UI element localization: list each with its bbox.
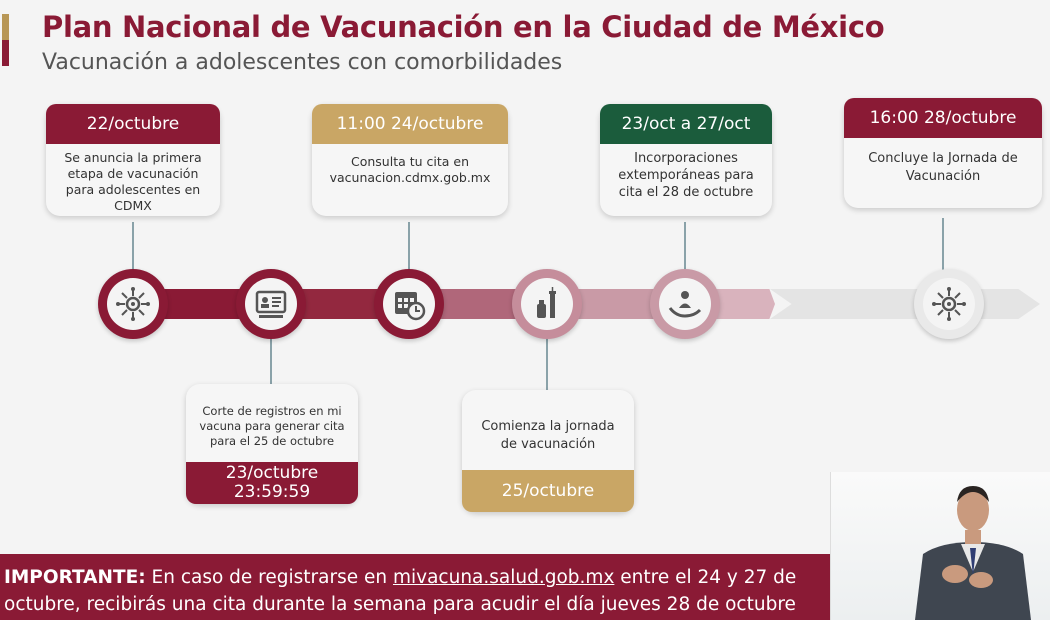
interpreter-figure bbox=[831, 472, 1050, 620]
event-text: Se anuncia la primera etapa de vacunación para adolescentes en CDMX bbox=[64, 150, 202, 213]
event-date: 11:00 24/octubre bbox=[312, 104, 508, 144]
title-accent-bar bbox=[2, 14, 9, 66]
virus-icon bbox=[115, 286, 151, 322]
banner-line-1 bbox=[4, 564, 830, 591]
banner-text: entre el 24 y 27 de bbox=[620, 567, 797, 588]
event-card bbox=[600, 104, 772, 216]
page-title: Plan Nacional de Vacunación en la Ciudad de México bbox=[42, 10, 885, 44]
page-subtitle: Vacunación a adolescentes con comorbilidades bbox=[42, 50, 563, 75]
connector-line bbox=[132, 222, 134, 270]
event-card bbox=[844, 98, 1042, 208]
connector-line bbox=[942, 218, 944, 270]
important-label: IMPORTANTE: bbox=[4, 567, 146, 588]
id-card-icon bbox=[253, 286, 289, 322]
event-text: Consulta tu cita en vacunacion.cdmx.gob.mx bbox=[329, 154, 491, 185]
event-date: 23/oct a 27/oct bbox=[600, 104, 772, 144]
timeline-node bbox=[236, 269, 306, 339]
registration-link[interactable]: mivacuna.salud.gob.mx bbox=[392, 567, 615, 588]
connector-line bbox=[270, 338, 272, 384]
event-date: 16:00 28/octubre bbox=[844, 98, 1042, 138]
event-date: 22/octubre bbox=[46, 104, 220, 144]
timeline-segment bbox=[770, 289, 1040, 319]
event-card bbox=[46, 104, 220, 216]
banner-line-2: octubre, recibirás una cita durante la semana para acudir el día jueves 28 de octubre bbox=[4, 594, 796, 615]
event-text: Corte de registros en mi vacuna para generar cita para el 25 de octubre bbox=[199, 404, 345, 448]
event-card bbox=[312, 104, 508, 216]
timeline-node bbox=[98, 269, 168, 339]
event-card bbox=[462, 390, 634, 512]
sign-language-interpreter-video bbox=[830, 472, 1050, 620]
vaccine-vial-icon bbox=[529, 286, 565, 322]
timeline-node bbox=[914, 269, 984, 339]
event-text: Incorporaciones extemporáneas para cita el 28 de octubre bbox=[618, 151, 754, 200]
timeline-node bbox=[374, 269, 444, 339]
connector-line bbox=[684, 222, 686, 270]
connector-line bbox=[408, 222, 410, 270]
event-card bbox=[186, 384, 358, 504]
calendar-clock-icon bbox=[391, 286, 427, 322]
banner-text: En caso de registrarse en bbox=[151, 567, 388, 588]
important-banner bbox=[0, 554, 830, 620]
event-date: 25/octubre bbox=[462, 470, 634, 512]
virus-icon bbox=[931, 286, 967, 322]
connector-line bbox=[546, 338, 548, 390]
hand-person-icon bbox=[667, 286, 703, 322]
event-date: 23/octubre 23:59:59 bbox=[186, 462, 358, 504]
timeline-node bbox=[512, 269, 582, 339]
timeline-node bbox=[650, 269, 720, 339]
event-text: Comienza la jornada de vacunación bbox=[481, 419, 615, 452]
event-text: Concluye la Jornada de Vacunación bbox=[868, 151, 1018, 184]
